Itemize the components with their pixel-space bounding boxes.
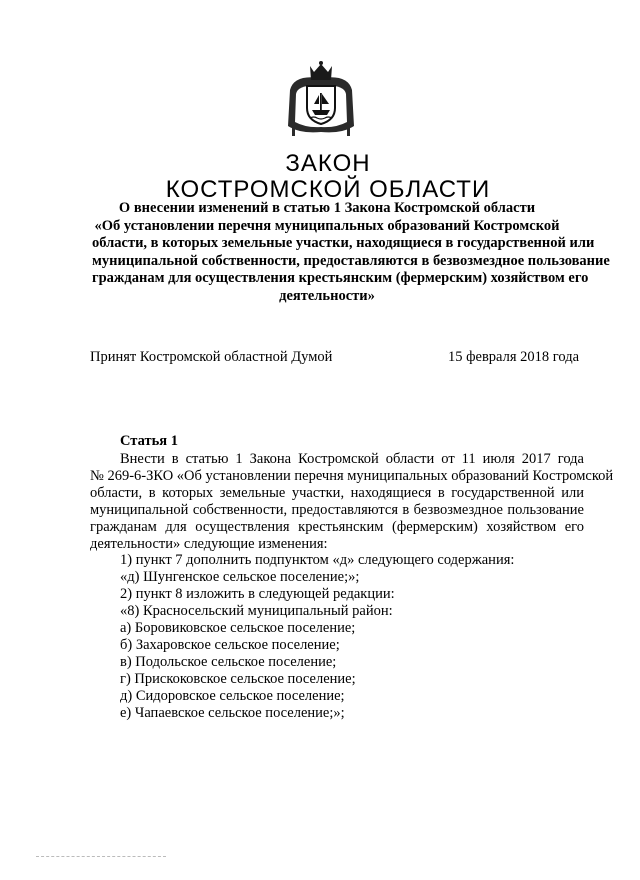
list-item: а) Боровиковское сельское поселение; [120,620,356,636]
law-subject [92,200,610,306]
list-item: е) Чапаевское сельское поселение;»; [120,705,345,721]
list-item: б) Захаровское сельское поселение; [120,637,340,653]
coat-of-arms-icon [284,60,358,140]
subject-line: области, в которых земельные участки, находящиеся в государственной или [92,235,595,252]
list-item: г) Прискоковское сельское поселение; [120,671,356,687]
article-intro [90,451,614,553]
list-item: 1) пункт 7 дополнить подпунктом «д» следующего содержания: [120,552,515,568]
intro-line: Внести в статью 1 Закона Костромской области от 11 июля 2017 года [120,451,584,467]
adoption-date: 15 февраля 2018 года [448,349,580,365]
adoption-text: Принят Костромской областной Думой [90,349,333,365]
list-item: д) Сидоровское сельское поселение; [120,688,345,704]
subject-line: «Об установлении перечня муниципальных образований Костромской [94,217,560,234]
list-item: в) Подольское сельское поселение; [120,654,337,670]
subject-line: О внесении изменений в статью 1 Закона Костромской области [118,200,536,216]
list-item: 2) пункт 8 изложить в следующей редакции: [120,586,395,602]
subject-line: деятельности» [279,287,375,304]
article-items [120,552,514,722]
law-region: КОСТРОМСКОЙ ОБЛАСТИ [165,176,491,203]
subject-line: муниципальной собственности, предоставляются в безвозмездное пользование [92,252,610,269]
law-title: ЗАКОН [285,150,371,177]
list-item: «8) Красносельский муниципальный район: [120,603,393,619]
intro-line: гражданам для осуществления крестьянским (фермерским) хозяйством его [90,519,584,535]
list-item: «д) Шунгенское сельское поселение;»; [120,569,360,585]
footer-divider [36,856,166,857]
subject-line: гражданам для осуществления крестьянским (фермерским) хозяйством его [92,270,589,287]
intro-line: № 269-6-ЗКО «Об установлении перечня муниципальных образований Костромской [90,468,614,484]
intro-line: муниципальной собственности, предоставляются в безвозмездное пользование [90,502,584,518]
intro-line: деятельности» следующие изменения: [90,536,328,552]
article-heading: Статья 1 [120,433,178,449]
intro-line: области, в которых земельные участки, находящиеся в государственной или [90,485,584,501]
